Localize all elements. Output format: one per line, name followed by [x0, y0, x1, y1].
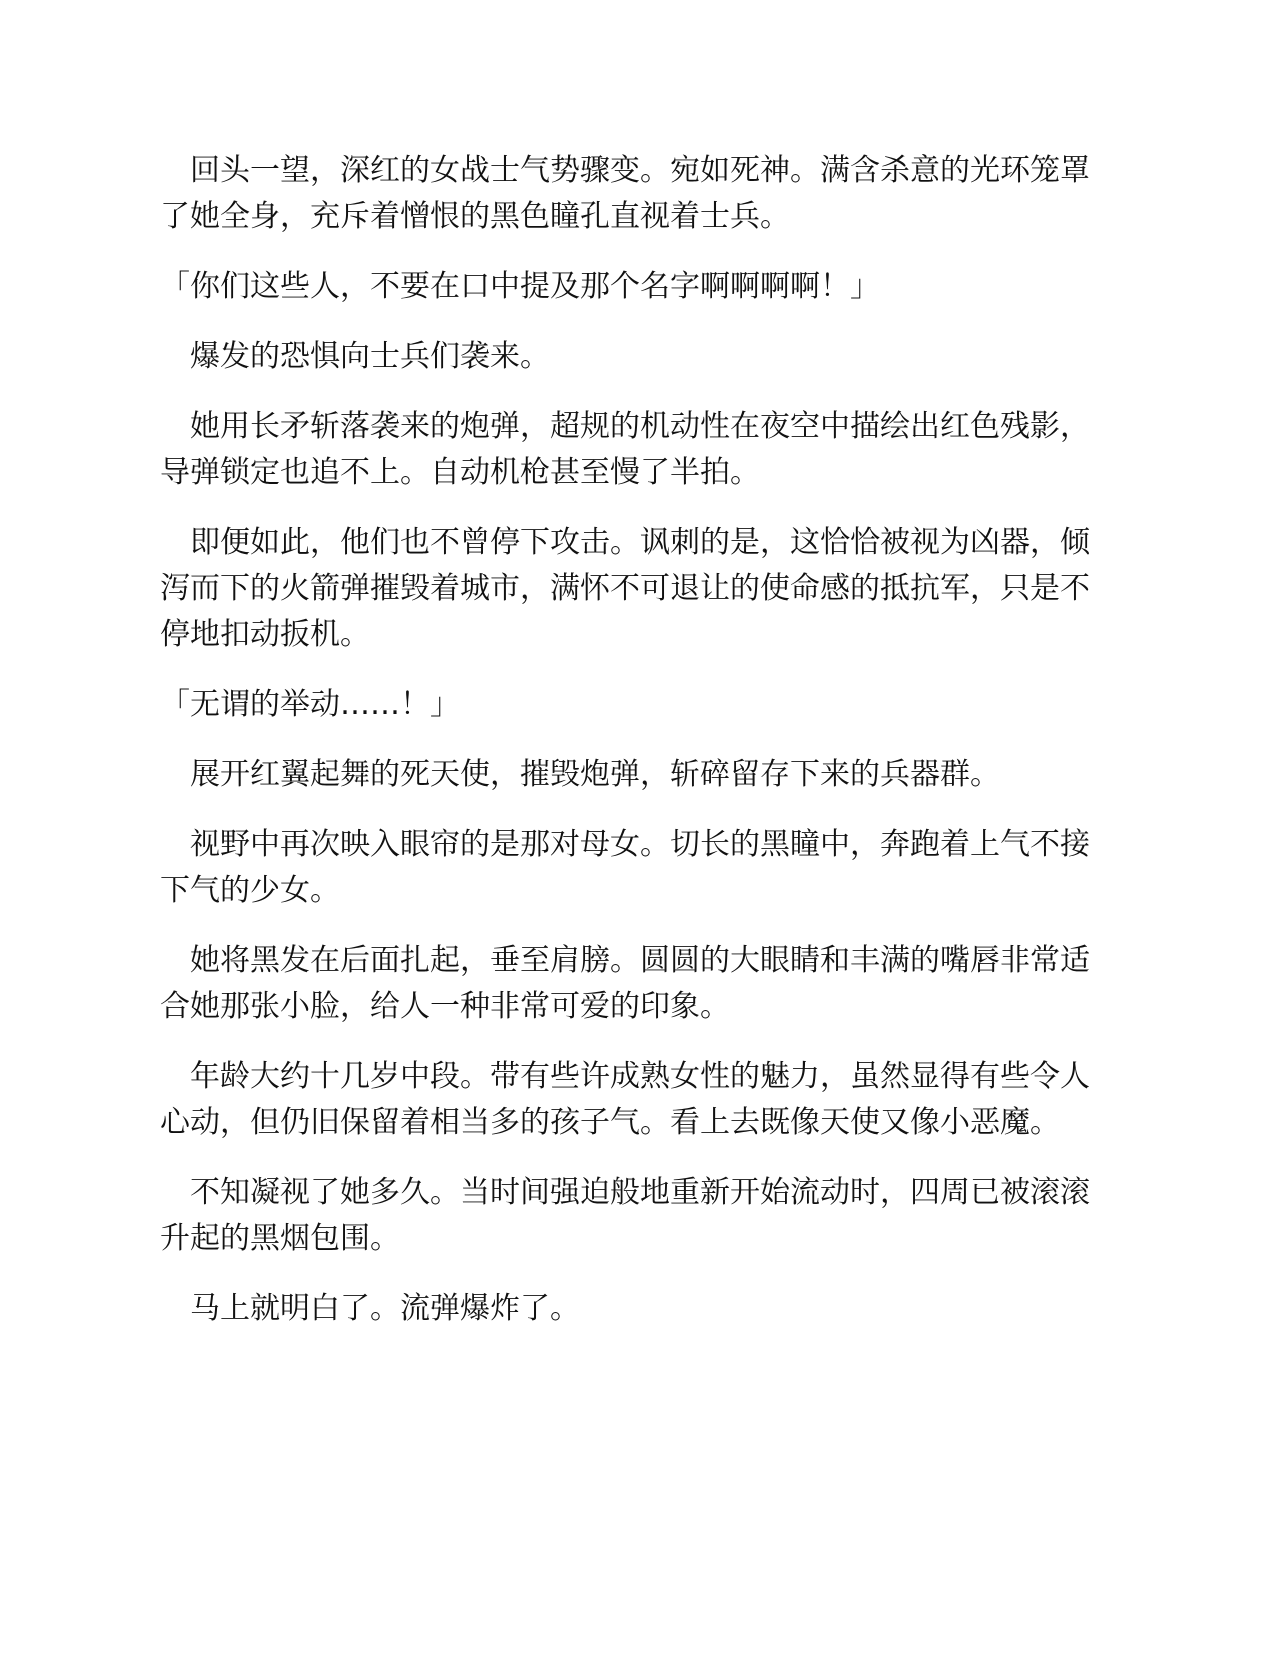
- paragraph-8: 年龄大约十几岁中段。带有些许成熟女性的魅力，虽然显得有些令人心动，但仍旧保留着相当多的孩子气。看上去既像天使又像小恶魔。: [160, 1059, 1090, 1140]
- paragraph-5: 展开红翼起舞的死天使，摧毁炮弹，斩碎留存下来的兵器群。: [160, 757, 1000, 792]
- dialogue-1: 「你们这些人，不要在口中提及那个名字啊啊啊啊！」: [160, 269, 880, 304]
- paragraph-2: 爆发的恐惧向士兵们袭来。: [160, 339, 550, 374]
- paragraph-6: 视野中再次映入眼帘的是那对母女。切长的黑瞳中，奔跑着上气不接下气的少女。: [160, 827, 1090, 908]
- paragraph-7: 她将黑发在后面扎起，垂至肩膀。圆圆的大眼睛和丰满的嘴唇非常适合她那张小脸，给人一种非常可爱的印象。: [160, 943, 1090, 1024]
- paragraph-4: 即便如此，他们也不曾停下攻击。讽刺的是，这恰恰被视为凶器，倾泻而下的火箭弹摧毁着城市，满怀不可退让的使命感的抵抗军，只是不停地扣动扳机。: [160, 525, 1090, 652]
- paragraph-3: 她用长矛斩落袭来的炮弹，超规的机动性在夜空中描绘出红色残影，导弹锁定也追不上。自动机枪甚至慢了半拍。: [160, 409, 1090, 490]
- paragraph-1: 回头一望，深红的女战士气势骤变。宛如死神。满含杀意的光环笼罩了她全身，充斥着憎恨的黑色瞳孔直视着士兵。: [160, 153, 1090, 234]
- document-page: [160, 148, 1100, 1332]
- paragraph-9: 不知凝视了她多久。当时间强迫般地重新开始流动时，四周已被滚滚升起的黑烟包围。: [160, 1175, 1090, 1256]
- dialogue-2: 「无谓的举动……！」: [160, 687, 460, 722]
- paragraph-10: 马上就明白了。流弹爆炸了。: [160, 1291, 580, 1326]
